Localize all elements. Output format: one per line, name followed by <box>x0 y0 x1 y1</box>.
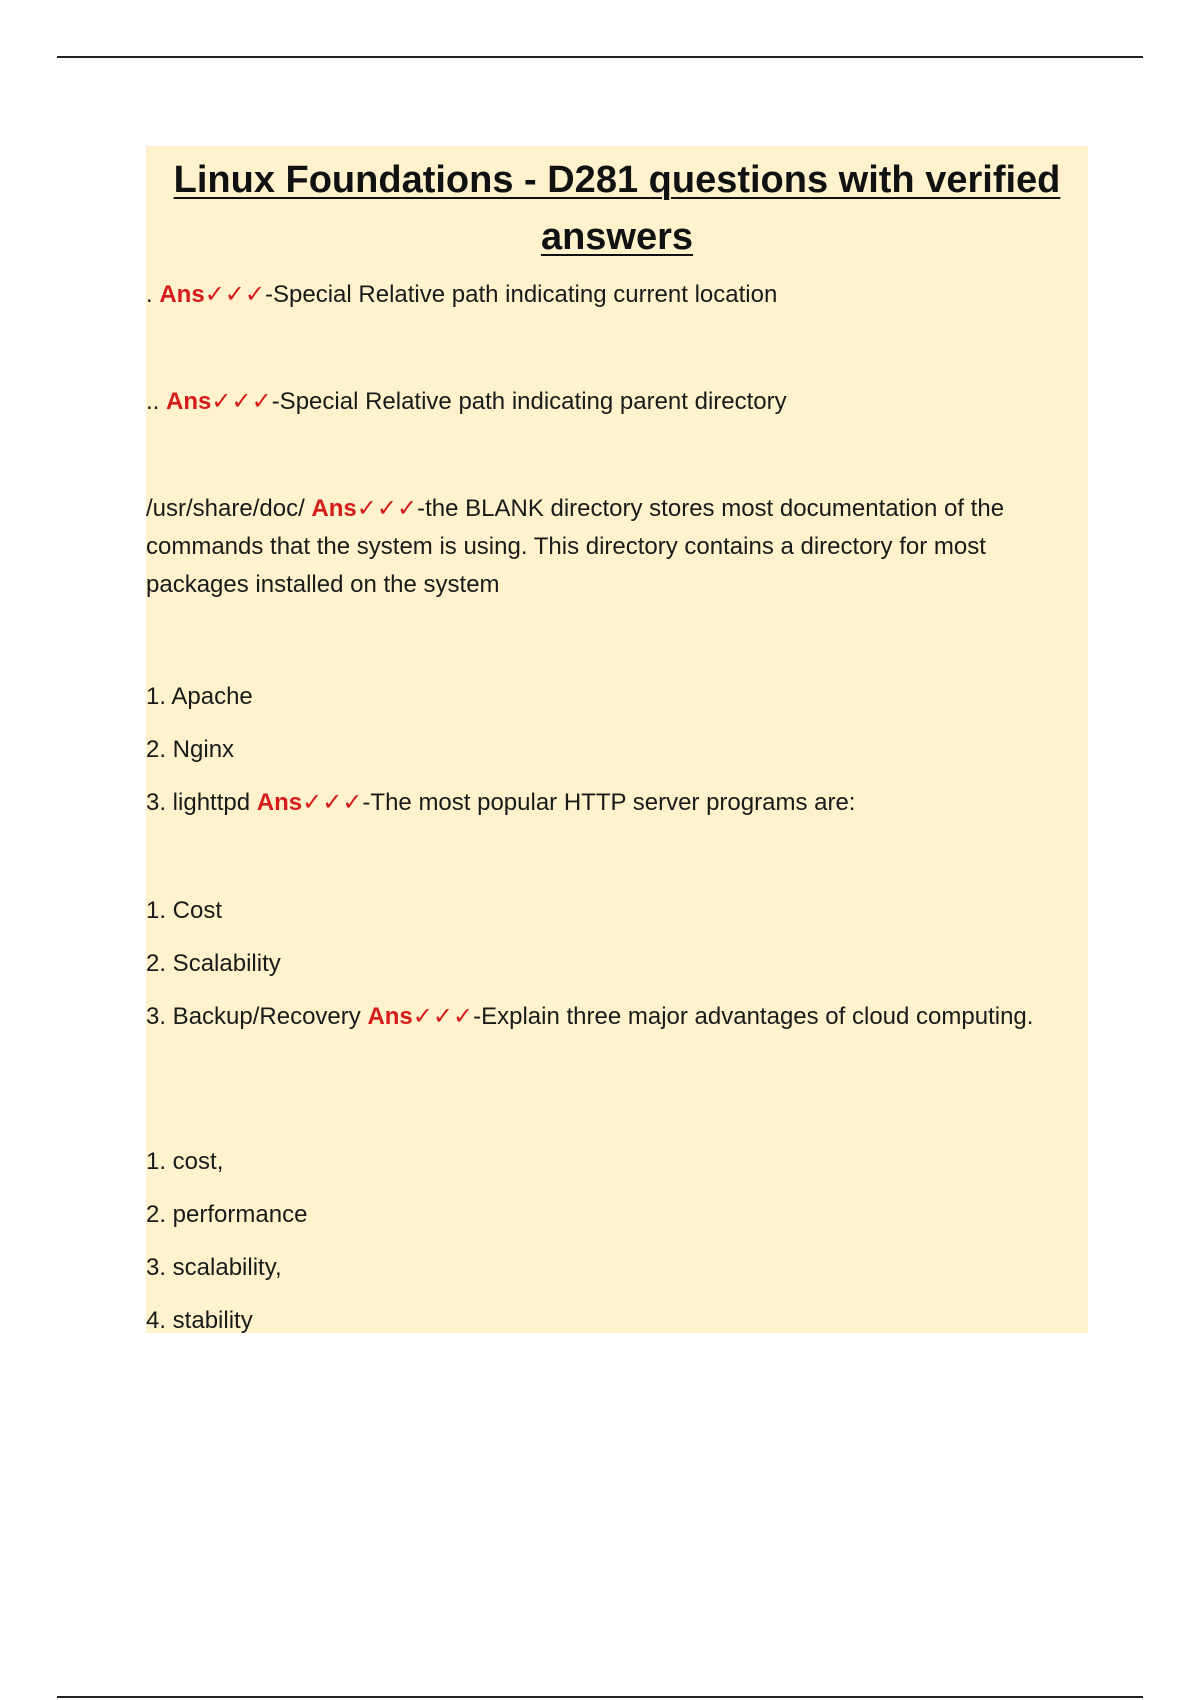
answer-text: -Special Relative path indicating current location <box>265 281 778 308</box>
document-sheet <box>146 146 1088 1333</box>
qa-entry-cloud-advantages <box>146 884 1088 1036</box>
list-item: 1. cost, <box>146 1148 224 1175</box>
checkmark-icon: ✓✓✓ <box>412 1003 474 1030</box>
qa-answer-line <box>146 383 1088 421</box>
qa-entry-current-location <box>146 276 1088 314</box>
list-item: 2. Nginx <box>146 736 235 763</box>
answer-text: -Special Relative path indicating parent directory <box>271 388 787 415</box>
list-item: 3. scalability, <box>146 1254 282 1281</box>
qa-answer-line <box>146 490 1088 604</box>
question-prefix: .. <box>146 388 167 415</box>
qa-entry-usr-share-doc <box>146 490 1088 604</box>
answer-text: -Explain three major advantages of cloud computing. <box>473 1003 1034 1030</box>
qa-answer-line <box>146 776 1088 829</box>
ans-label: Ans <box>159 281 205 308</box>
qa-entry-factors-list <box>146 1135 1088 1347</box>
list-item: 2. Scalability <box>146 950 281 977</box>
checkmark-icon: ✓✓✓ <box>302 789 363 816</box>
question-prefix: 3. lighttpd <box>146 789 257 816</box>
footer-rule <box>57 1696 1143 1698</box>
checkmark-icon: ✓✓✓ <box>204 281 266 308</box>
list-item: 1. Cost <box>146 897 223 924</box>
list-item: 1. Apache <box>146 683 253 710</box>
list-item: 4. stability <box>146 1307 253 1334</box>
list-item: 2. performance <box>146 1201 308 1228</box>
ans-label: Ans <box>166 388 212 415</box>
question-prefix: /usr/share/doc/ <box>146 495 312 522</box>
ans-label: Ans <box>256 789 303 816</box>
ans-label: Ans <box>311 495 357 522</box>
answer-text: -The most popular HTTP server programs are: <box>362 789 856 816</box>
qa-entry-http-servers <box>146 670 1088 829</box>
document-title: Linux Foundations - D281 questions with verified answers <box>173 159 1061 258</box>
ans-label: Ans <box>367 1003 413 1030</box>
checkmark-icon: ✓✓✓ <box>356 495 418 522</box>
qa-answer-line <box>146 990 1088 1036</box>
answer-text: -the BLANK directory stores most documentation of the commands that the system is using. This directory contains a directory for most packages installed on the system <box>146 495 1005 598</box>
checkmark-icon: ✓✓✓ <box>211 388 272 415</box>
qa-answer-line <box>146 276 1088 314</box>
header-rule <box>57 56 1143 58</box>
question-prefix: 3. Backup/Recovery <box>146 1003 368 1030</box>
question-prefix: . <box>146 281 160 308</box>
qa-entry-parent-directory <box>146 383 1088 421</box>
